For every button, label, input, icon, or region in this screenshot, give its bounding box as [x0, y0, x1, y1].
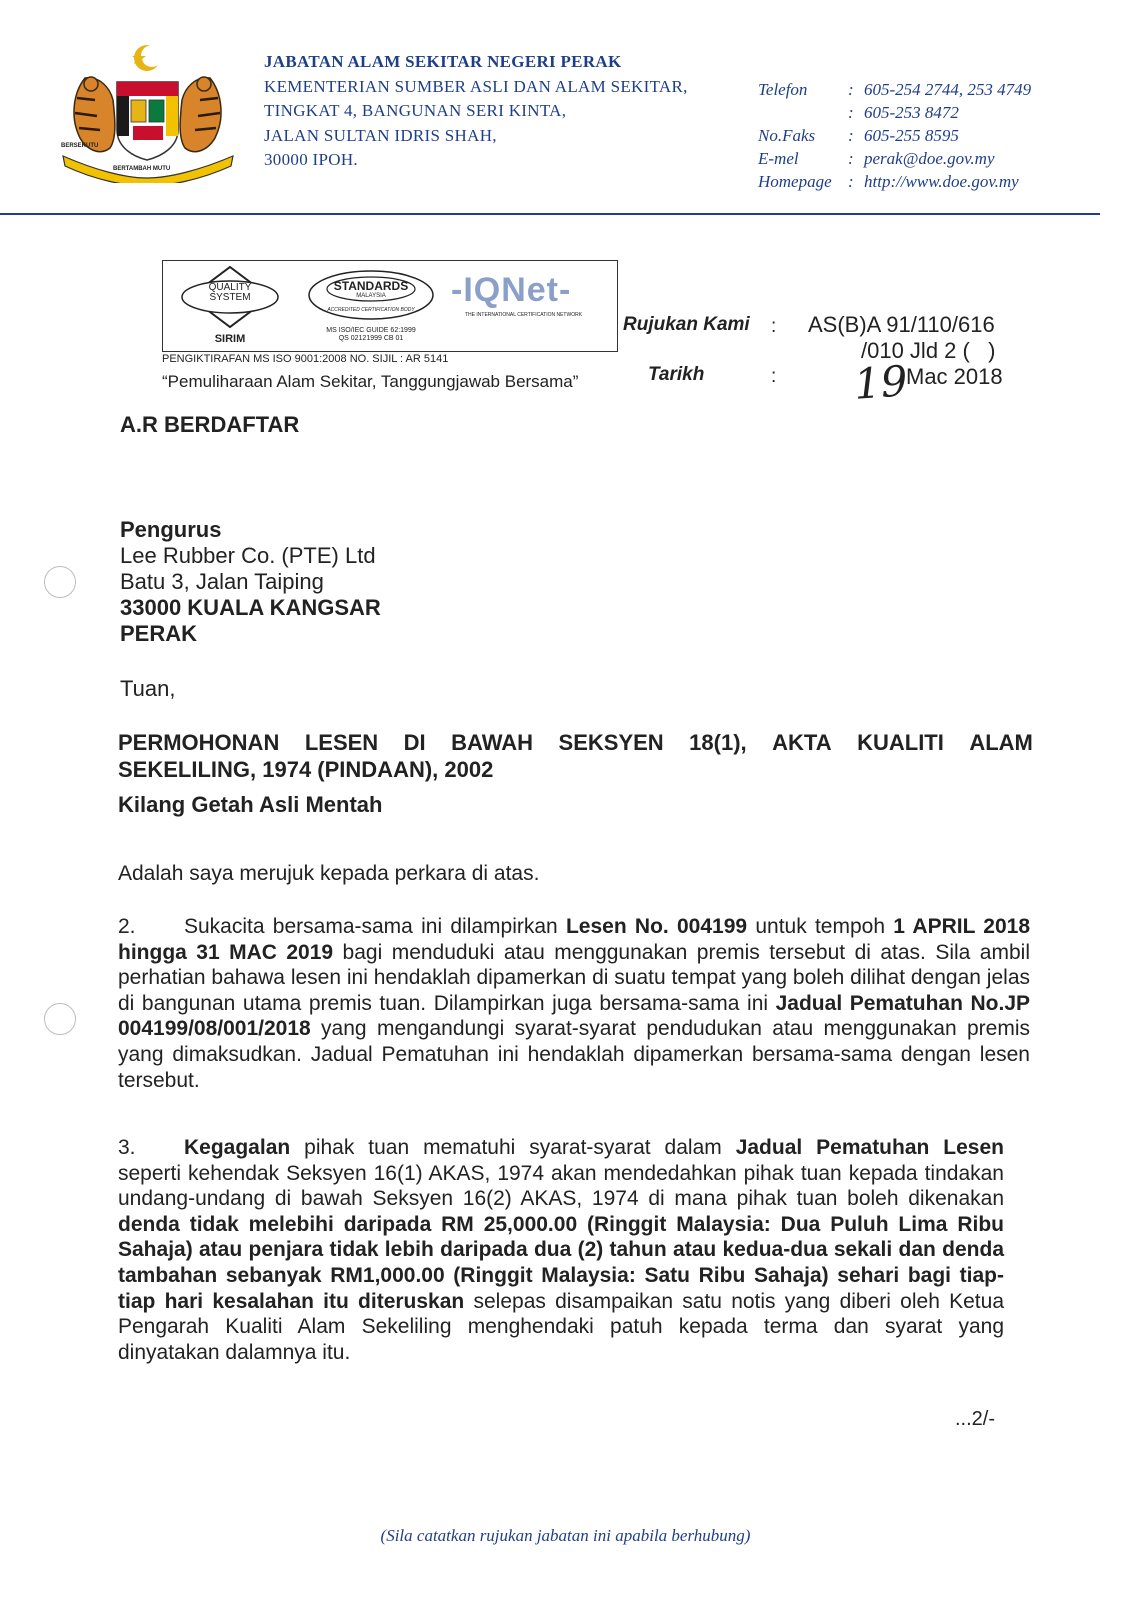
punch-hole [44, 1003, 76, 1035]
contact-colon: : [848, 80, 854, 99]
accreditation-text: PENGIKTIRAFAN MS ISO 9001:2008 NO. SIJIL : AR 5141 [162, 353, 449, 365]
contact-row-phone-2 [758, 101, 1031, 124]
letterhead-address [264, 50, 688, 173]
contact-label [758, 101, 848, 124]
address-line-1: TINGKAT 4, BANGUNAN SERI KINTA, [264, 101, 567, 120]
license-period: 1 APRIL 2018 hingga 31 MAC 2019 [118, 915, 1031, 964]
contact-label: Homepage [758, 172, 832, 191]
coat-of-arms-crest [55, 38, 240, 183]
crest-motto-left: BERSEKUTU [61, 143, 99, 149]
p3-text-1: pihak tuan mematuhi syarat-syarat dalam [290, 1136, 736, 1159]
iqnet-sub-text: THE INTERNATIONAL CERTIFICATION NETWORK [465, 312, 583, 318]
contact-value: perak@doe.gov.my [864, 149, 995, 168]
recipient-city: 33000 KUALA KANGSAR [120, 595, 381, 620]
recipient-street: Batu 3, Jalan Taiping [120, 569, 324, 594]
delivery-method: A.R BERDAFTAR [120, 412, 300, 437]
letterhead-divider [0, 213, 1100, 215]
p3-bold-2: Jadual Pematuhan Lesen [735, 1136, 1004, 1159]
salutation: Tuan, [120, 676, 176, 701]
date-colon: : [771, 366, 777, 387]
ms-guide-text [305, 327, 437, 343]
p3-bold-1: Kegagalan [184, 1136, 291, 1159]
slogan: “Pemuliharaan Alam Sekitar, Tanggungjawab Bersama” [162, 372, 579, 391]
standards-text: STANDARDS [333, 279, 409, 293]
subject-line-3: Kilang Getah Asli Mentah [118, 792, 383, 817]
p3-text-2: seperti kehendak Seksyen 16(1) AKAS, 1974 akan mendedahkan pihak tuan kepada tindakan undang-undang di bawah Seksyen 16(2) AKAS, 1974 di mana pihak tuan boleh dikenakan [118, 1161, 1004, 1211]
subject-word: LESEN [304, 730, 379, 755]
paragraph-number: 3. [118, 1136, 136, 1159]
quality-line-2: SYSTEM [209, 292, 251, 303]
page-continuation: ...2/- [955, 1408, 996, 1430]
subject-word: PERMOHONAN [118, 730, 280, 755]
date-label: Tarikh [648, 364, 705, 385]
contact-row-phone [758, 78, 1031, 101]
contact-value: 605-255 8595 [864, 126, 959, 145]
subject-line-1 [118, 730, 1033, 756]
recipient-company: Lee Rubber Co. (PTE) Ltd [120, 543, 376, 568]
paragraph-2 [118, 914, 1030, 1093]
punch-hole [44, 566, 76, 598]
contact-value: 605-253 8472 [864, 103, 959, 122]
reference-colon: : [771, 316, 777, 337]
contact-colon: : [848, 126, 854, 145]
p2-text-2: untuk tempoh [747, 915, 894, 938]
p2-text-1: Sukacita bersama-sama ini dilampirkan [184, 915, 566, 938]
subject-word: SEKSYEN [558, 730, 664, 755]
paragraph-number: 2. [118, 915, 136, 938]
ms-guide-line-2: QS 02121999 CB 01 [338, 335, 404, 342]
contact-row-fax [758, 124, 1031, 147]
address-line-2: JALAN SULTAN IDRIS SHAH, [264, 125, 497, 145]
subject-word: DI [403, 730, 426, 755]
footer-note: (Sila catatkan rujukan jabatan ini apabila berhubung) [380, 1526, 751, 1545]
contact-value: 605-254 2744, 253 4749 [864, 80, 1032, 99]
reference-number: AS(B)A 91/110/616 [808, 312, 995, 337]
contact-colon: : [848, 172, 854, 191]
reference-volume: /010 Jld 2 ( ) [861, 338, 996, 363]
subject-word: BAWAH [451, 730, 534, 755]
sirim-quality-logo [175, 265, 285, 345]
quality-text [175, 283, 285, 303]
date-handwritten-day: 19 [852, 356, 910, 409]
crest-motto-right: BERTAMBAH MUTU [113, 166, 171, 172]
iqnet-logo [451, 271, 601, 331]
contact-label: Telefon [758, 80, 808, 99]
subject-word: 18(1), [689, 730, 747, 755]
subject-word: KUALITI [857, 730, 944, 755]
paragraph-3 [118, 1135, 1004, 1365]
subject-word: ALAM [969, 730, 1033, 755]
contact-row-email [758, 147, 1031, 170]
ms-guide-line-1: MS ISO/IEC GUIDE 62:1999 [326, 327, 416, 334]
compliance-schedule-number: Jadual Pematuhan No.JP 004199/08/001/2018 [118, 991, 1030, 1041]
standards-ring-text: ACCREDITED CERTIFICATION BODY [327, 307, 415, 313]
department-name: JABATAN ALAM SEKITAR NEGERI PERAK [264, 52, 622, 71]
reference-label: Rujukan Kami [623, 314, 750, 335]
recipient-block [120, 517, 381, 647]
subject-word: AKTA [772, 730, 832, 755]
contact-label: No.Faks [758, 126, 816, 145]
contact-row-homepage [758, 170, 1031, 193]
license-number: Lesen No. 004199 [565, 915, 748, 938]
paragraph-1: Adalah saya merujuk kepada perkara di atas. [118, 862, 540, 885]
iqnet-text: -IQNet- [451, 271, 572, 309]
penalty-text: denda tidak melebihi daripada RM 25,000.00 (Ringgit Malaysia: Dua Puluh Lima Ribu Sahaja) atau penjara tidak lebih daripada dua (2) tahun atau kedua-dua sekali dan denda tambahan sebanyak RM1,000.00 (Ringgit Malaysia: Satu Ribu Sahaja) sehari bagi tiap-tiap hari kesalahan itu diteruskan [118, 1212, 1004, 1313]
standards-malaysia-logo [305, 265, 437, 347]
certification-box [162, 260, 618, 352]
p2-text-3: bagi menduduki atau menggunakan premis tersebut di atas. Sila ambil perhatian bahawa lesen ini hendaklah dipamerkan di suatu tempat yang boleh dilihat dengan jelas di bangunan utama premis tuan. Dilampirkan juga bersama-sama ini [118, 940, 1030, 1015]
contact-block [758, 78, 1031, 193]
standards-sub-text: MALAYSIA [356, 293, 386, 299]
recipient-title: Pengurus [120, 517, 222, 542]
recipient-state: PERAK [120, 621, 198, 646]
p2-text-4: yang mengandungi syarat-syarat pendudukan atau menggunakan premis yang dimaksudkan. Jadual Pematuhan ini hendaklah dipamerkan bersama-sama dengan lesen tersebut. [118, 1017, 1030, 1092]
ministry-name: KEMENTERIAN SUMBER ASLI DAN ALAM SEKITAR, [264, 76, 688, 96]
contact-value: http://www.doe.gov.my [864, 172, 1019, 191]
date-month-year: Mac 2018 [906, 364, 1003, 389]
contact-colon: : [848, 149, 854, 168]
quality-line-1: QUALITY [208, 282, 252, 293]
sirim-text: SIRIM [214, 333, 246, 345]
address-line-3: 30000 IPOH. [264, 150, 358, 169]
subject-line-2: SEKELILING, 1974 (PINDAAN), 2002 [118, 757, 494, 782]
contact-label: E-mel [758, 149, 799, 168]
p3-text-3: selepas disampaikan satu notis yang diberi oleh Ketua Pengarah Kualiti Alam Sekeliling menghendaki patuh kepada terma dan syarat yang dinyatakan dalamnya itu. [118, 1289, 1005, 1364]
contact-colon: : [848, 103, 854, 122]
